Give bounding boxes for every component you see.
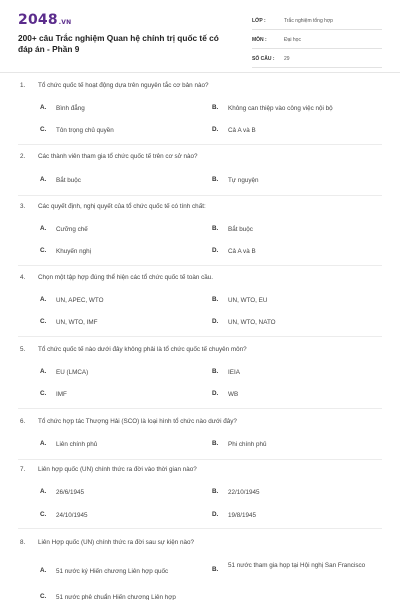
option-letter: B.: [212, 566, 219, 573]
option-text: WB: [228, 391, 239, 398]
question-number: 2.: [20, 153, 26, 160]
option-letter: D.: [212, 247, 219, 254]
option-letter: C.: [40, 126, 47, 133]
question-divider: [18, 528, 382, 529]
option-letter: D.: [212, 126, 219, 133]
option-letter: D.: [212, 511, 219, 518]
option-text: 22/10/1945: [228, 489, 260, 496]
option-text: IEIA: [228, 369, 240, 376]
option-letter: B.: [212, 440, 219, 447]
question-number: 1.: [20, 82, 26, 89]
option-text: Bắt buộc: [56, 177, 81, 184]
option-text: EU (LMCA): [56, 369, 89, 376]
option-text: UN, WTO, EU: [228, 297, 268, 304]
option-letter: D.: [212, 390, 219, 397]
option-text: Cưỡng chế: [56, 226, 88, 233]
question-text: Các thành viên tham gia tổ chức quốc tế trên cơ sở nào?: [38, 153, 198, 160]
option-text: Cả A và B: [228, 248, 256, 255]
question-number: 4.: [20, 274, 26, 281]
option-letter: A.: [40, 440, 47, 447]
option-letter: C.: [40, 593, 47, 600]
question-text: Tổ chức hợp tác Thượng Hải (SCO) là loại hình tổ chức nào dưới đây?: [38, 418, 237, 425]
option-letter: A.: [40, 488, 47, 495]
option-text: 51 nước tham gia họp tại Hội nghị San Francisco: [228, 562, 366, 569]
question-divider: [18, 459, 382, 460]
option-letter: D.: [212, 318, 219, 325]
option-text: 19/8/1945: [228, 512, 257, 519]
document-meta: [252, 14, 382, 71]
logo-tld: .VN: [58, 19, 72, 26]
option-text: Bắt buộc: [228, 226, 253, 233]
option-text: Tôn trọng chủ quyền: [56, 127, 114, 134]
question-text: Tổ chức quốc tế nào dưới đây không phải là tổ chức quốc tế chuyên môn?: [38, 346, 247, 353]
meta-label: SỐ CÂU :: [252, 56, 275, 62]
option-letter: C.: [40, 247, 47, 254]
option-text: UN, WTO, IMF: [56, 319, 98, 326]
header-divider: [0, 72, 400, 73]
option-text: Cả A và B: [228, 127, 256, 134]
option-text: 51 nước phê chuẩn Hiến chương Liên hợp: [56, 594, 176, 600]
option-letter: A.: [40, 296, 47, 303]
option-letter: B.: [212, 368, 219, 375]
question-text: Liên hợp quốc (UN) chính thức ra đời vào thời gian nào?: [38, 466, 197, 473]
question-number: 8.: [20, 539, 26, 546]
question-number: 7.: [20, 466, 26, 473]
option-letter: C.: [40, 511, 47, 518]
question-number: 5.: [20, 346, 26, 353]
option-letter: C.: [40, 318, 47, 325]
option-text: 24/10/1945: [56, 512, 88, 519]
option-letter: A.: [40, 225, 47, 232]
option-text: 26/6/1945: [56, 489, 85, 496]
option-letter: B.: [212, 225, 219, 232]
option-text: UN, APEC, WTO: [56, 297, 104, 304]
option-text: Tự nguyện: [228, 177, 259, 184]
option-letter: B.: [212, 104, 219, 111]
option-letter: C.: [40, 390, 47, 397]
question-number: 3.: [20, 203, 26, 210]
option-text: IMF: [56, 391, 67, 398]
question-divider: [18, 195, 382, 196]
question-text: Tổ chức quốc tế hoạt động dựa trên nguyên tắc cơ bản nào?: [38, 82, 209, 89]
question-text: Liên Hợp quốc (UN) chính thức ra đời sau sự kiện nào?: [38, 539, 194, 546]
option-text: Phi chính phủ: [228, 441, 267, 448]
meta-value: Trắc nghiệm tổng hợp: [284, 18, 333, 24]
option-text: Không can thiệp vào công việc nội bộ: [228, 105, 333, 112]
option-letter: A.: [40, 368, 47, 375]
option-letter: B.: [212, 488, 219, 495]
question-divider: [18, 408, 382, 409]
meta-row-subject: [252, 33, 382, 49]
meta-row-count: [252, 52, 382, 68]
question-number: 6.: [20, 418, 26, 425]
option-letter: B.: [212, 176, 219, 183]
logo-text: 2048: [18, 12, 58, 28]
question-divider: [18, 265, 382, 266]
option-text: Khuyến nghị: [56, 248, 92, 255]
meta-value: Đại học: [284, 37, 301, 43]
meta-label: LỚP :: [252, 18, 266, 24]
option-letter: B.: [212, 296, 219, 303]
option-letter: A.: [40, 567, 47, 574]
meta-value: 29: [284, 56, 290, 62]
question-divider: [18, 336, 382, 337]
question-divider: [18, 144, 382, 145]
option-letter: A.: [40, 104, 47, 111]
document-title: 200+ câu Trắc nghiệm Quan hệ chính trị quốc tế có đáp án - Phần 9: [18, 33, 219, 54]
document-header: [0, 0, 400, 70]
meta-row-class: [252, 14, 382, 30]
option-text: Liên chính phủ: [56, 441, 98, 448]
option-text: UN, WTO, NATO: [228, 319, 276, 326]
option-text: 51 nước ký Hiến chương Liên hợp quốc: [56, 568, 169, 575]
question-text: Chọn một tập hợp đúng thể hiện các tổ chức quốc tế toàn cầu.: [38, 274, 213, 281]
question-text: Các quyết định, nghị quyết của tổ chức quốc tế có tính chất:: [38, 203, 206, 210]
site-logo[interactable]: [18, 12, 71, 28]
option-letter: A.: [40, 176, 47, 183]
meta-label: MÔN :: [252, 37, 267, 43]
option-text: Bình đẳng: [56, 105, 85, 112]
